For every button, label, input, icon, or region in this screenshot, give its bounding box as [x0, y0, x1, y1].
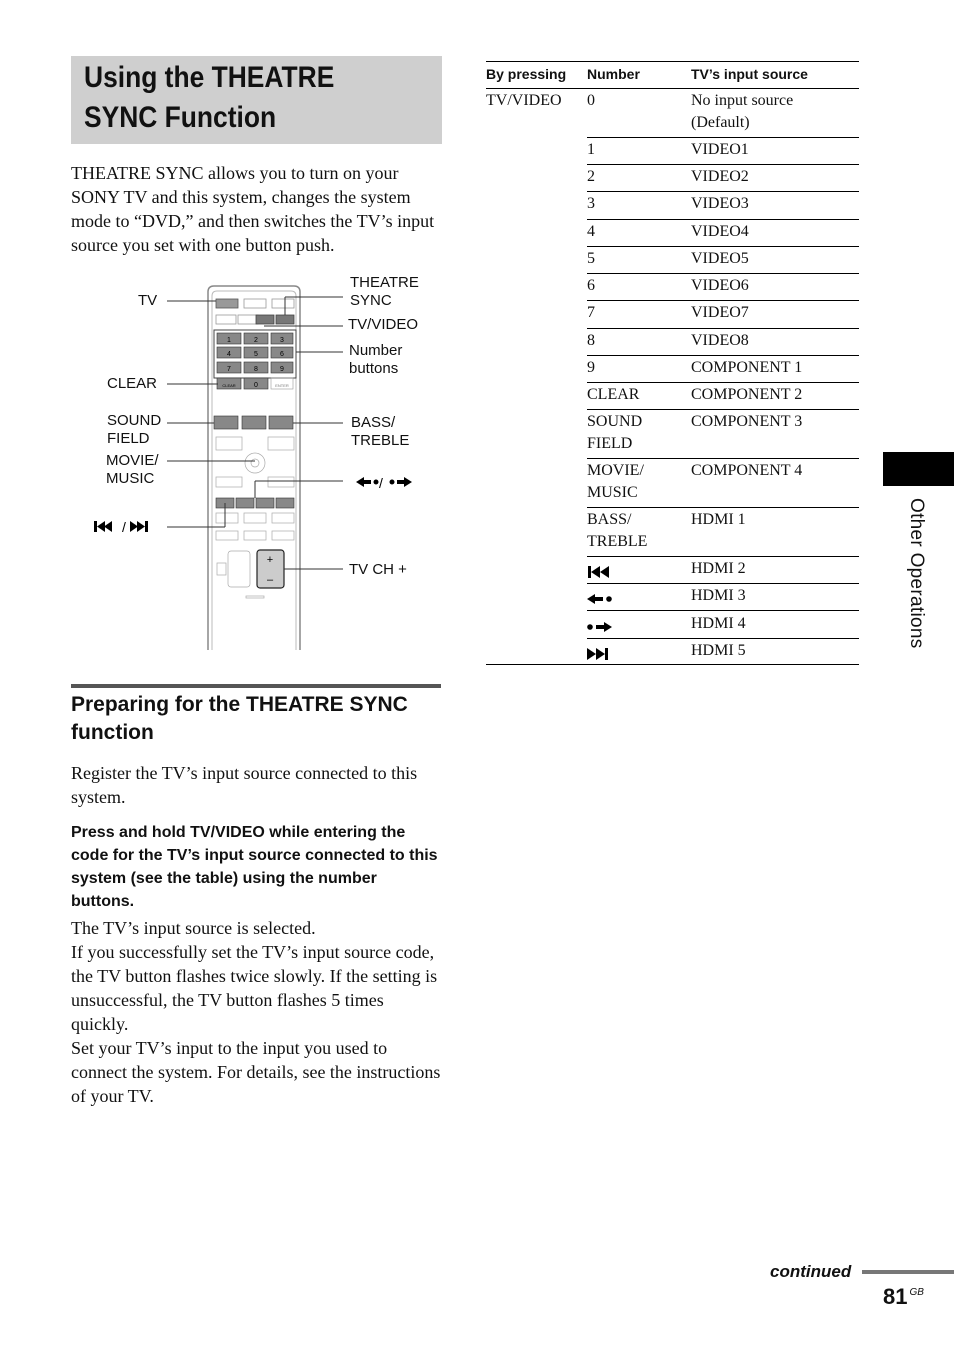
- result-text: The TV’s input source is selected.: [71, 918, 316, 938]
- page-number: [883, 1284, 924, 1310]
- step-instruction: Press and hold TV/VIDEO while entering the code for the TV’s input source connected to this system (see the table) using the number buttons.: [71, 824, 438, 910]
- table-cell-number: 6: [587, 277, 595, 294]
- table-cell-number: 5: [587, 250, 595, 267]
- svg-text:4: 4: [227, 351, 231, 358]
- table-row-rule: [587, 583, 859, 584]
- label-tv-video: TV/VIDEO: [348, 316, 419, 333]
- table-cell-number: [587, 563, 682, 585]
- table-cell-source: VIDEO4: [691, 223, 749, 240]
- table-cell-number: 9: [587, 359, 595, 376]
- side-tab-label: Other Operations: [906, 498, 927, 649]
- result-paragraph-2: Set your TV’s input to the input you used to connect the system. For details, see the instructions of your TV.: [71, 1038, 441, 1106]
- label-movie-music: MOVIE/ MUSIC: [106, 452, 159, 487]
- table-header-number: Number: [587, 66, 640, 82]
- table-cell-source: No input source (Default): [691, 92, 794, 131]
- page-number-value: 81: [883, 1284, 908, 1309]
- label-tv-ch-plus: TV CH +: [349, 561, 407, 578]
- prev-next-track-icon: [94, 519, 148, 535]
- table-cell-source: VIDEO3: [691, 195, 749, 212]
- table-header-rule: [486, 88, 859, 89]
- table-cell-source: VIDEO6: [691, 277, 749, 294]
- svg-text:3: 3: [280, 337, 284, 344]
- table-col1-tv-video: TV/VIDEO: [486, 92, 562, 109]
- table-row-rule: [587, 246, 859, 247]
- intro-paragraph: THEATRE SYNC allows you to turn on your SONY TV and this system, changes the system mode to “DVD,” and then switches the TV’s input source you set with one button push.: [71, 163, 435, 255]
- table-cell-number: [587, 618, 682, 640]
- section-rule: [71, 684, 441, 688]
- table-cell-source: HDMI 4: [691, 615, 746, 632]
- table-cell-source: COMPONENT 4: [691, 462, 803, 479]
- table-cell-number: 7: [587, 304, 595, 321]
- table-cell-source: VIDEO7: [691, 304, 749, 321]
- table-row-rule: [587, 638, 859, 639]
- table-row-rule: [587, 507, 859, 508]
- table-cell-source: VIDEO1: [691, 141, 749, 158]
- table-row-rule: [587, 328, 859, 329]
- continued-bar: [862, 1270, 954, 1274]
- page-title-text: Using the THEATRE SYNC Function: [84, 61, 335, 134]
- table-row-rule: [587, 355, 859, 356]
- table-cell-number: SOUND FIELD: [587, 413, 643, 452]
- section-title: Preparing for the THEATRE SYNC function: [71, 693, 408, 744]
- svg-text:7: 7: [227, 366, 231, 373]
- table-cell-source: VIDEO5: [691, 250, 749, 267]
- table-cell-number: 8: [587, 332, 595, 349]
- svg-text:1: 1: [227, 337, 231, 344]
- svg-text:/: /: [379, 475, 383, 491]
- table-header-pressing: By pressing: [486, 66, 567, 82]
- table-cell-number: 0: [587, 92, 595, 109]
- table-cell-number: CLEAR: [587, 386, 640, 403]
- label-clear: CLEAR: [107, 375, 158, 392]
- table-cell-number: 4: [587, 223, 595, 240]
- table-row-rule: [587, 409, 859, 410]
- table-row-rule: [587, 300, 859, 301]
- svg-text:8: 8: [254, 366, 258, 373]
- table-bottom-rule: [486, 664, 859, 665]
- svg-text:+: +: [266, 554, 274, 566]
- svg-text:2: 2: [254, 337, 258, 344]
- continued-label: continued: [770, 1262, 852, 1281]
- label-number-buttons: Number buttons: [349, 342, 403, 377]
- svg-text:–: –: [266, 574, 274, 586]
- table-row-rule: [587, 219, 859, 220]
- svg-text:ENTER: ENTER: [275, 383, 289, 388]
- svg-text:0: 0: [254, 382, 258, 389]
- label-sound-field: SOUND FIELD: [107, 412, 162, 447]
- step-forward-icon: [587, 621, 617, 633]
- table-cell-number: 3: [587, 195, 595, 212]
- table-top-rule: [486, 61, 859, 62]
- label-bass-treble: BASS/ TREBLE: [351, 414, 410, 449]
- table-row-rule: [587, 164, 859, 165]
- step-back-forward-icon: [356, 475, 412, 491]
- svg-text:CLEAR: CLEAR: [222, 383, 236, 388]
- table-cell-number: 2: [587, 168, 595, 185]
- table-row-rule: [587, 273, 859, 274]
- previous-track-icon: [587, 566, 619, 578]
- table-row-rule: [587, 556, 859, 557]
- result-paragraph-1: If you successfully set the TV’s input source code, the TV button flashes twice slowly. If the setting is unsuccessful, the TV button flashes 5 times quickly.: [71, 942, 438, 1034]
- table-cell-source: HDMI 3: [691, 587, 746, 604]
- svg-text:/: /: [122, 519, 126, 535]
- table-cell-number: 1: [587, 141, 595, 158]
- table-cell-source: VIDEO8: [691, 332, 749, 349]
- table-row-rule: [587, 382, 859, 383]
- page-suffix: GB: [909, 1287, 924, 1298]
- label-theatre-sync: THEATRE SYNC: [350, 274, 419, 309]
- table-row-rule: [587, 191, 859, 192]
- page-title: [84, 58, 436, 138]
- table-row-rule: [587, 137, 859, 138]
- svg-text:6: 6: [280, 351, 284, 358]
- next-track-icon: [587, 648, 619, 660]
- step-back-icon: [587, 593, 617, 605]
- table-cell-source: HDMI 2: [691, 560, 746, 577]
- section-intro: Register the TV’s input source connected to this system.: [71, 763, 418, 807]
- step-result: [71, 916, 443, 1108]
- table-cell-number: [587, 590, 682, 612]
- table-cell-source: COMPONENT 1: [691, 359, 803, 376]
- table-cell-number: BASS/ TREBLE: [587, 511, 648, 550]
- table-row-rule: [587, 458, 859, 459]
- side-tab-marker: [883, 452, 954, 486]
- table-cell-number: MOVIE/ MUSIC: [587, 462, 644, 501]
- table-cell-source: HDMI 5: [691, 642, 746, 659]
- svg-text:9: 9: [280, 366, 284, 373]
- table-cell-source: HDMI 1: [691, 511, 746, 528]
- table-cell-source: COMPONENT 2: [691, 386, 803, 403]
- table-cell-source: VIDEO2: [691, 168, 749, 185]
- svg-text:5: 5: [254, 351, 258, 358]
- label-tv: TV: [138, 292, 158, 309]
- table-row-rule: [587, 610, 859, 611]
- remote-tv-button: [216, 299, 238, 308]
- table-header-source: TV’s input source: [691, 66, 808, 82]
- table-cell-source: COMPONENT 3: [691, 413, 803, 430]
